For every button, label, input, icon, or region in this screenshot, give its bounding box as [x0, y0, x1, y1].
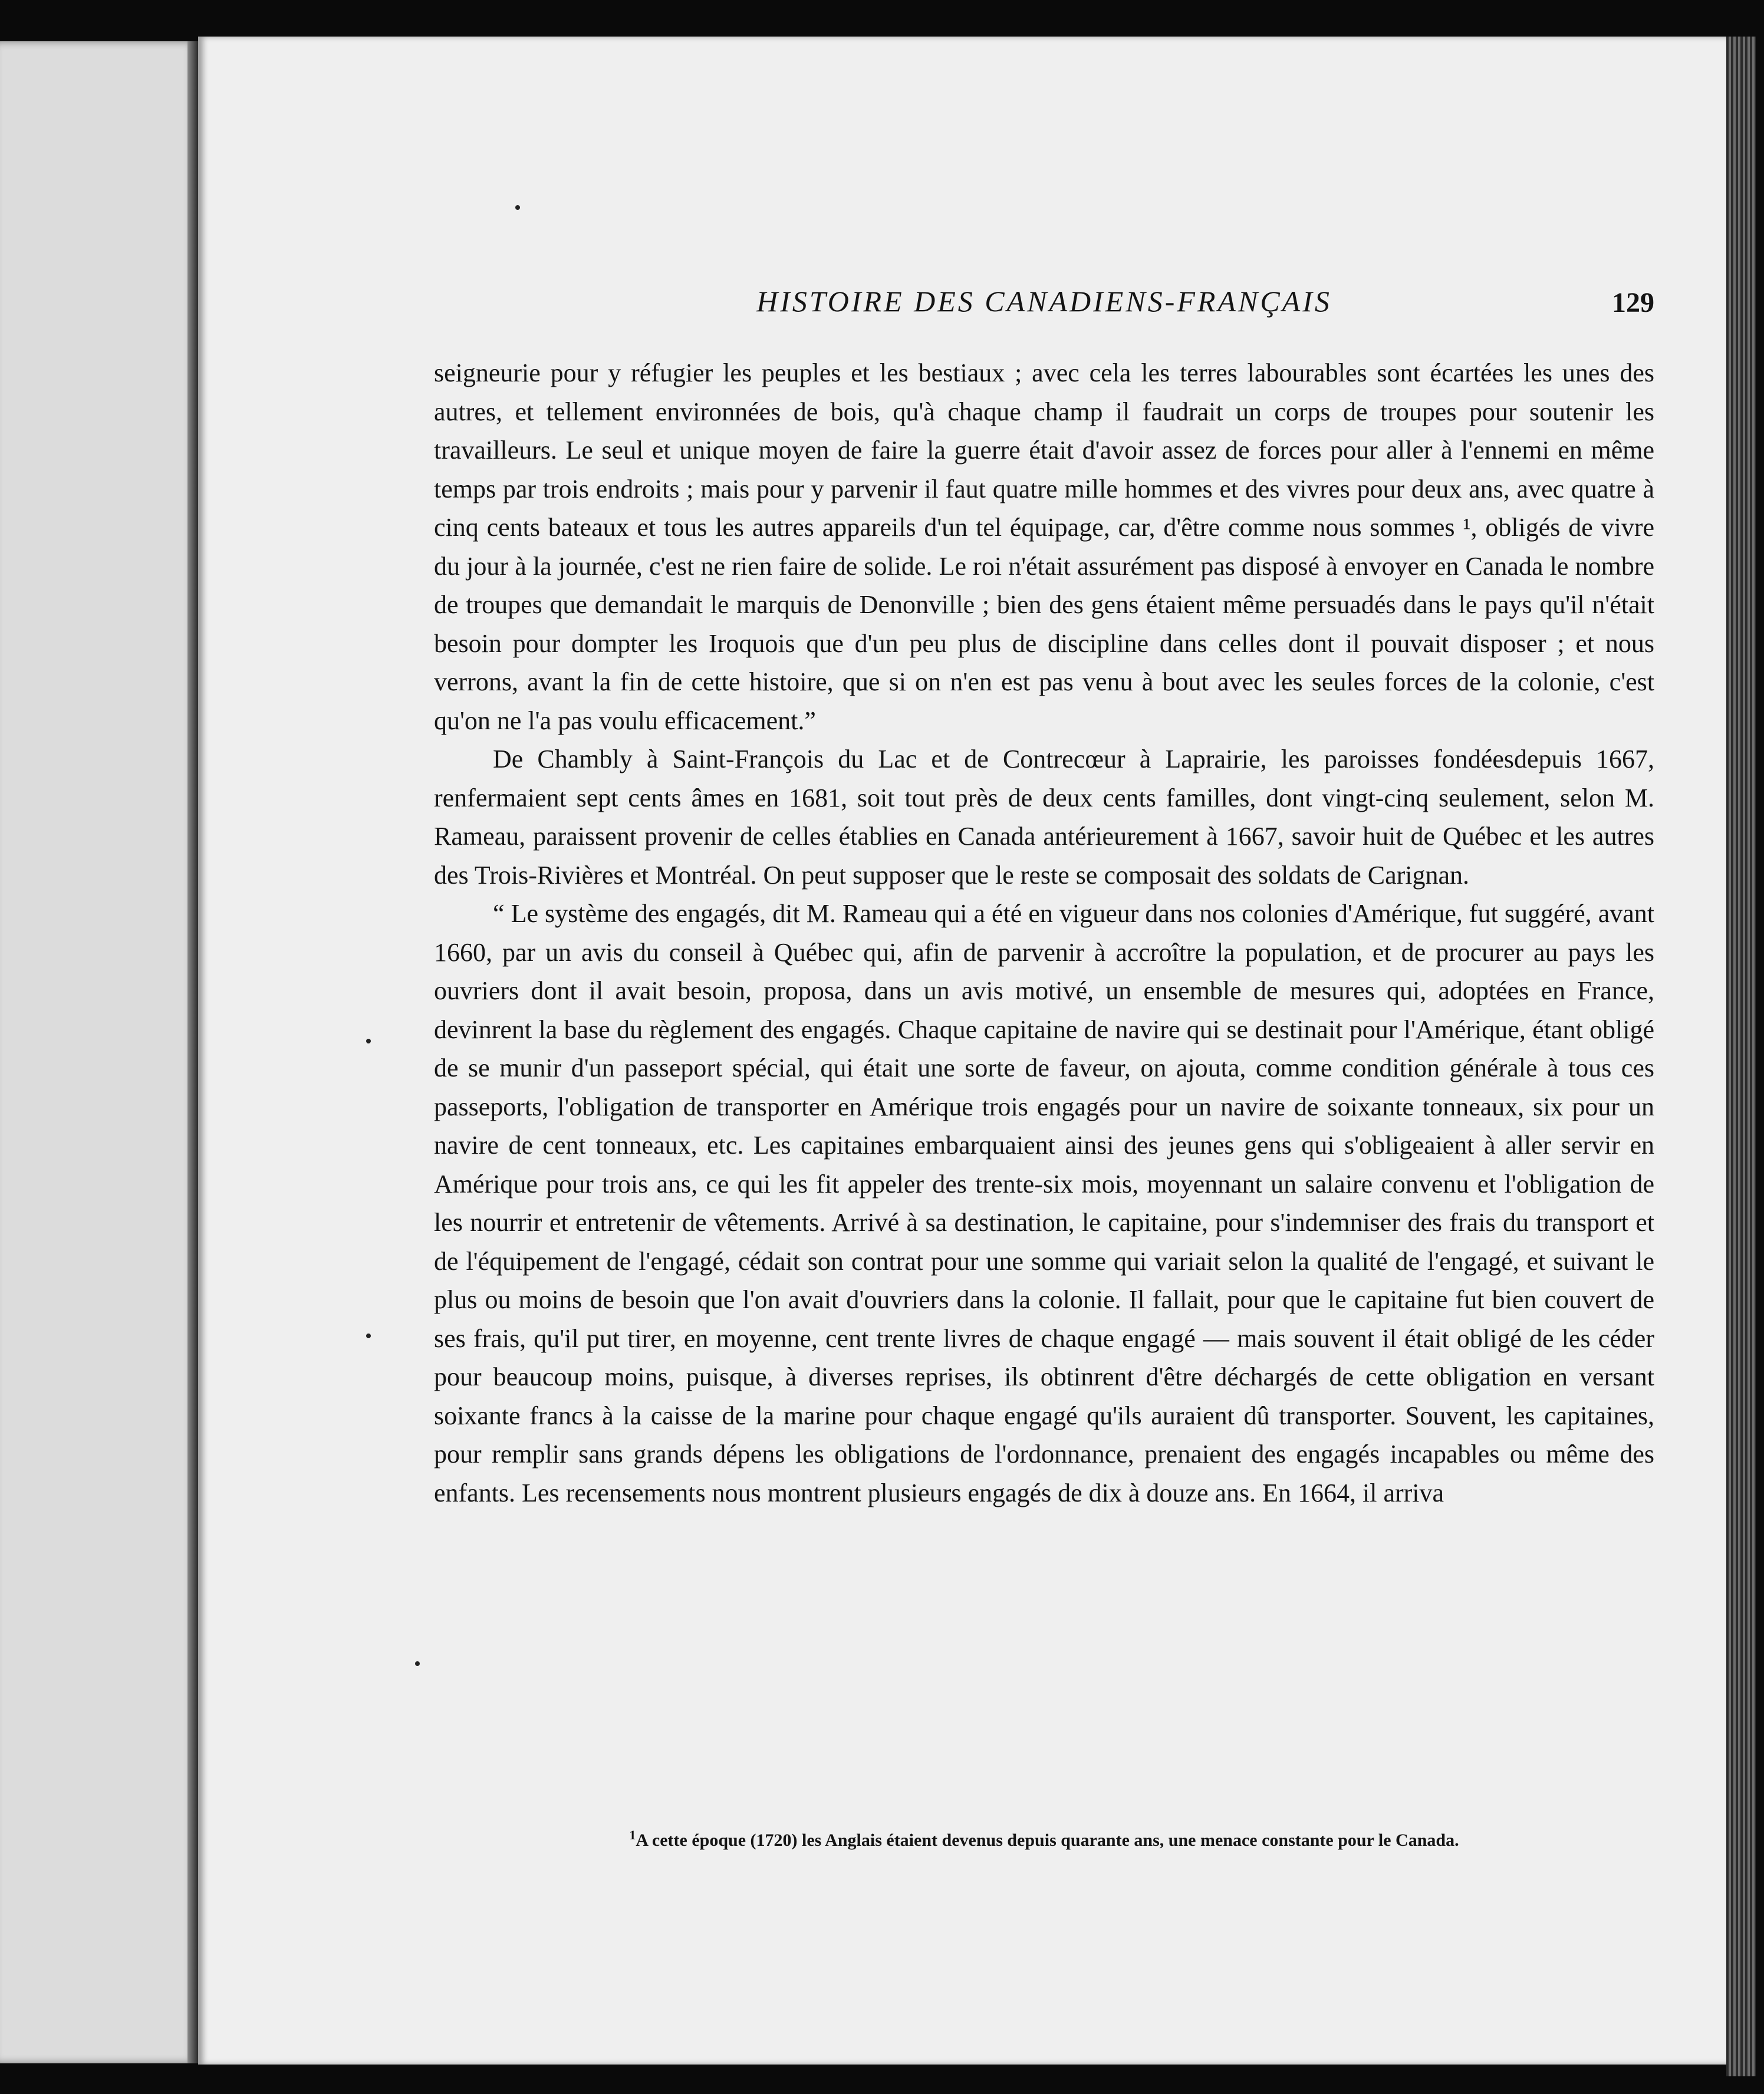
running-head — [434, 272, 1654, 337]
page-stack-edge — [1726, 37, 1756, 2076]
footnote — [434, 1828, 1654, 1851]
paragraph: seigneurie pour y réfugier les peuples et les bestiaux ; avec cela les terres labourables sont écartées les unes des autres, et tellement environnées de bois, qu'à chaque champ il faudrait un corps de troupes pour soutenir les travailleurs. Le seul et unique moyen de faire la guerre était d'avoir assez de forces pour aller à l'ennemi en même temps par trois endroits ; mais pour y parvenir il faut quatre mille hommes et des vivres pour deux ans, avec quatre à cinq cents bateaux et tous les autres appareils d'un tel équipage, car, d'être comme nous sommes ¹, obligés de vivre du jour à la journée, c'est ne rien faire de solide. Le roi n'était assurément pas disposé à envoyer en Canada le nombre de troupes que demandait le marquis de Denonville ; bien des gens étaient même persuadés dans le pays qu'il n'était besoin pour dompter les Iroquois que d'un peu plus de discipline dans celles dont il pouvait disposer ; et nous verrons, avant la fin de cette histoire, que si on n'en est pas venu à bout avec les seules forces de la colonie, c'est qu'on ne l'a pas voulu efficacement.” — [434, 358, 1654, 735]
page-number: 129 — [1612, 287, 1654, 318]
book-page — [198, 37, 1726, 2065]
scan-speck — [366, 1334, 371, 1338]
text-block — [434, 272, 1654, 1982]
running-title: HISTOIRE DES CANADIENS-FRANÇAIS — [756, 285, 1332, 318]
paragraph: De Chambly à Saint-François du Lac et de Contrecœur à Laprairie, les paroisses fondéesdepuis 1667, renfermaient sept cents âmes en 1681, soit tout près de deux cents familles, dont vingt-cinq seulement, selon M. Rameau, paraissent provenir de celles établies en Canada antérieurement à 1667, savoir huit de Québec et les autres des Trois-Rivières et Montréal. On peut supposer que le reste se composait des soldats de Carignan. — [434, 745, 1654, 890]
paragraph: “ Le système des engagés, dit M. Rameau qui a été en vigueur dans nos colonies d'Amérique, fut suggéré, avant 1660, par un avis du conseil à Québec qui, afin de parvenir à accroître la population, et de procurer au pays les ouvriers dont il avait besoin, proposa, dans un avis motivé, un ensemble de mesures qui, adoptées en France, devinrent la base du règlement des engagés. Chaque capitaine de navire qui se destinait pour l'Amérique, étant obligé de se munir d'un passeport spécial, qui était une sorte de faveur, on ajouta, comme condition générale à tous ces passeports, l'obligation de transporter en Amérique trois engagés pour un navire de soixante tonneaux, six pour un navire de cent tonneaux, etc. Les capitaines embarquaient ainsi des jeunes gens qui s'obligeaient à aller servir en Amérique pour trois ans, ce qui les fit appeler des trente-six mois, moyennant un salaire convenu et l'obligation de les nourrir et entretenir de vêtements. Arrivé à sa destination, le capitaine, pour s'indemniser des frais du transport et de l'équipement de l'engagé, cédait son contrat pour une somme qui variait selon la qualité de l'engagé, et suivant le plus ou moins de besoin que l'on avait d'ouvriers dans la colonie. Il fallait, pour que le capitaine fut bien couvert de ses frais, qu'il put tirer, en moyenne, cent trente livres de chaque engagé — mais souvent il était obligé de les céder pour beaucoup moins, puisque, à diverses reprises, ils obtinrent d'être déchargés de cette obligation en versant soixante francs à la caisse de la marine pour chaque engagé qu'ils auraient dû transporter. Souvent, les capitaines, pour remplir sans grands dépens les obligations de l'ordonnance, prenaient des engagés incapables ou même des enfants. Les recensements nous montrent plusieurs engagés de dix à douze ans. En 1664, il arriva — [434, 899, 1654, 1507]
scan-speck — [515, 205, 520, 210]
left-page-edge — [0, 41, 198, 2063]
scan-speck — [415, 1661, 420, 1666]
footnote-text: A cette époque (1720) les Anglais étaient devenus depuis quarante ans, une menace constante pour le Canada. — [636, 1830, 1459, 1850]
footnote-marker: 1 — [629, 1828, 636, 1842]
scan-speck — [366, 1039, 371, 1043]
body-text — [434, 354, 1654, 1512]
page-gutter-shadow — [187, 41, 198, 2063]
